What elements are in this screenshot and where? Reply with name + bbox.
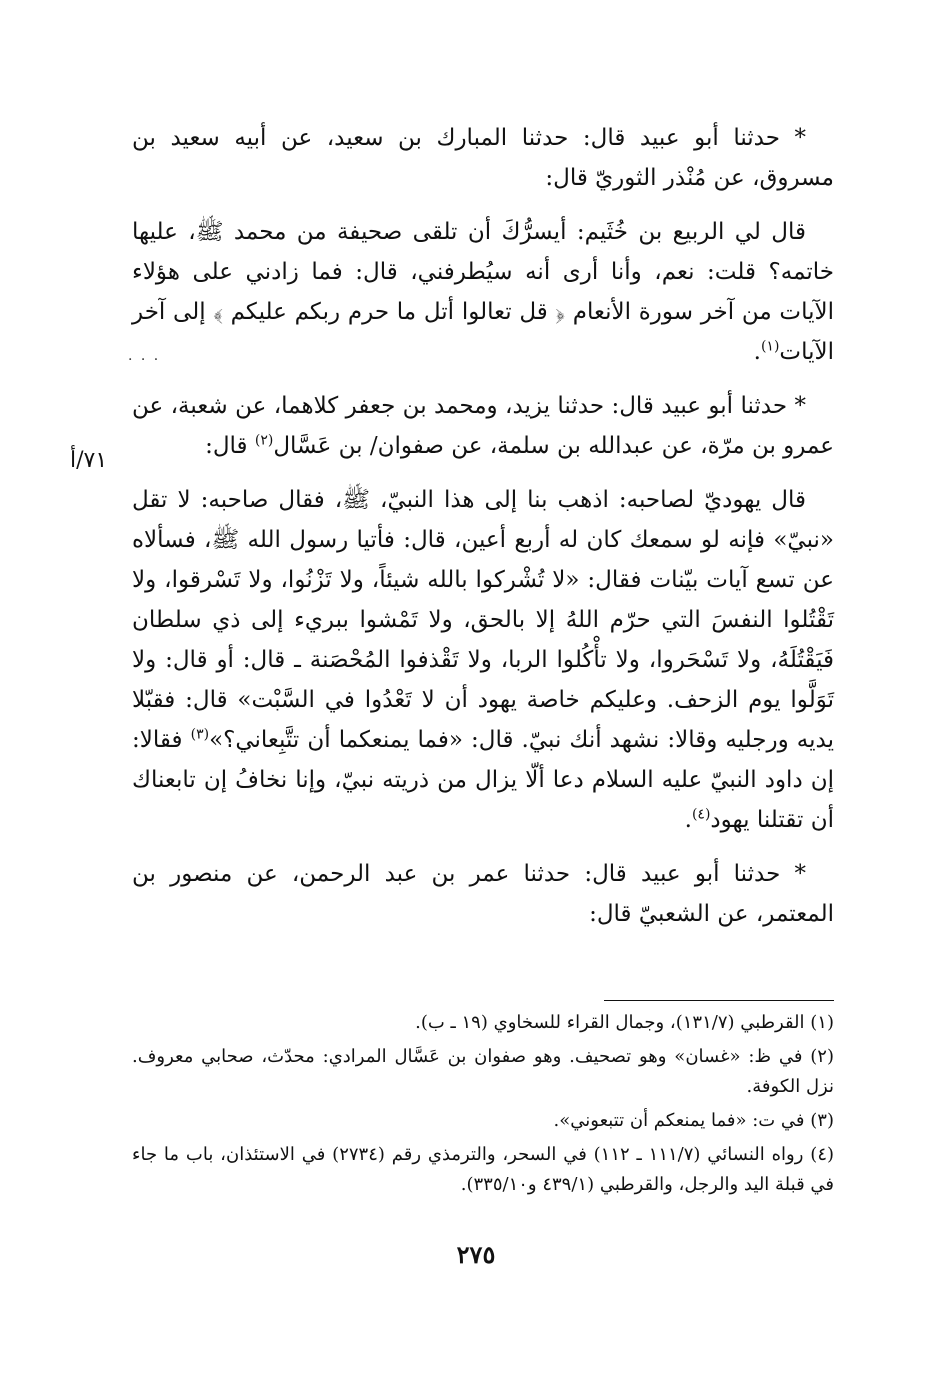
paragraph-4	[132, 480, 834, 840]
margin-manuscript-reference: ٧١/أ	[70, 448, 108, 473]
footnote-3: (٣) في ت: «فما يمنعكم أن تتبعوني».	[553, 1110, 834, 1131]
main-text-body	[132, 118, 834, 948]
paragraph-4-tail-end: .	[684, 807, 692, 833]
paragraph-2-tail: .	[753, 339, 761, 365]
paragraph-5	[132, 854, 834, 934]
decorative-dots: · · ·	[128, 352, 161, 368]
paragraph-1	[132, 118, 834, 198]
paragraph-1-text: * حدثنا أبو عبيد قال: حدثنا المبارك بن سعيد، عن أبيه سعيد بن مسروق، عن مُنْذر الثوريّ قال:	[132, 125, 834, 191]
paragraph-3	[132, 386, 834, 466]
paragraph-4-text: قال يهوديّ لصاحبه: اذهب بنا إلى هذا النبيّ، ﷺ، فقال صاحبه: لا تقل «نبيّ» فإنه لو سمعك كان له أربع أعين، قال: فأتيا رسول الله ﷺ، فسألاه عن تسع آيات بيّنات فقال: «لا تُشْركوا بالله شيئاً، ولا تَزْنُوا، ولا تَسْرقوا، ولا تَقْتُلوا النفسَ التي حرّم اللهُ إلا بالحق، ولا تَمْشوا ببريء إلى ذي سلطان فَيَقْتُلَهُ، ولا تَسْحَروا، ولا تأْكُلوا الربا، ولا تَقْذفوا المُحْصَنة ـ قال: أو قال: ولا تَوَلَّوا يوم الزحف. وعليكم خاصة يهود أن لا تَعْدُوا في السَّبْت» قال: فقبّلا يديه ورجليه وقالا: نشهد أنك نبيّ. قال: «فما يمنعكما أن تتَّبِعاني؟»	[132, 487, 834, 753]
footnote-marker-1: (١)	[760, 338, 780, 355]
paragraph-3-text: * حدثنا أبو عبيد قال: حدثنا يزيد، ومحمد بن جعفر كلاهما، عن شعبة، عن عمرو بن مرّة، عن عبدالله بن سلمة، عن صفوان/ بن عَسَّال	[132, 393, 834, 459]
paragraph-4-tail: فقالا: إن داود النبيّ عليه السلام دعا ألّا يزال من ذريته نبيّ، وإنا نخافُ إن تابعناك أن تقتلنا يهود	[132, 727, 834, 833]
footnote-marker-2: (٢)	[254, 432, 274, 449]
paragraph-2	[132, 212, 834, 372]
paragraph-3-tail: قال:	[205, 433, 255, 459]
paragraph-2-text: قال لي الربيع بن خُثَيم: أيسرُّكَ أن تلقى صحيفة من محمد ﷺ، عليها خاتمه؟ قلت: نعم، وأنا أرى أنه سيُطرفني، قال: فما زادني على هؤلاء الآيات من آخر سورة الأنعام ﴿ قل تعالوا أتل ما حرم ربكم عليكم ﴾ إلى آخر الآيات	[132, 219, 834, 365]
footnote-1: (١) القرطبي (١٣١/٧)، وجمال القراء للسخاوي (١٩ ـ ب).	[415, 1012, 834, 1033]
footnote-4: (٤) رواه النسائي (١١١/٧ ـ ١١٢) في السحر، والترمذي رقم (٢٧٣٤) في الاستئذان، باب ما جاء في قبلة اليد والرجل، والقرطبي (٤٣٩/١ و٣٣٥/١٠).	[132, 1144, 835, 1195]
footnote-separator-rule	[604, 1000, 834, 1001]
footnote-marker-4: (٤)	[691, 806, 711, 823]
paragraph-5-text: * حدثنا أبو عبيد قال: حدثنا عمر بن عبد الرحمن، عن منصور بن المعتمر، عن الشعبيّ قال:	[132, 861, 834, 927]
footnote-2: (٢) في ظ: «غسان» وهو تصحيف. وهو صفوان بن عَسَّال المرادي: محدّث، صحابي معروف. نزل الكوفة.	[132, 1046, 834, 1097]
footnotes-section	[132, 1008, 834, 1204]
footnote-marker-3: (٣)	[190, 726, 210, 743]
page-number: ٢٧٥	[456, 1240, 496, 1269]
